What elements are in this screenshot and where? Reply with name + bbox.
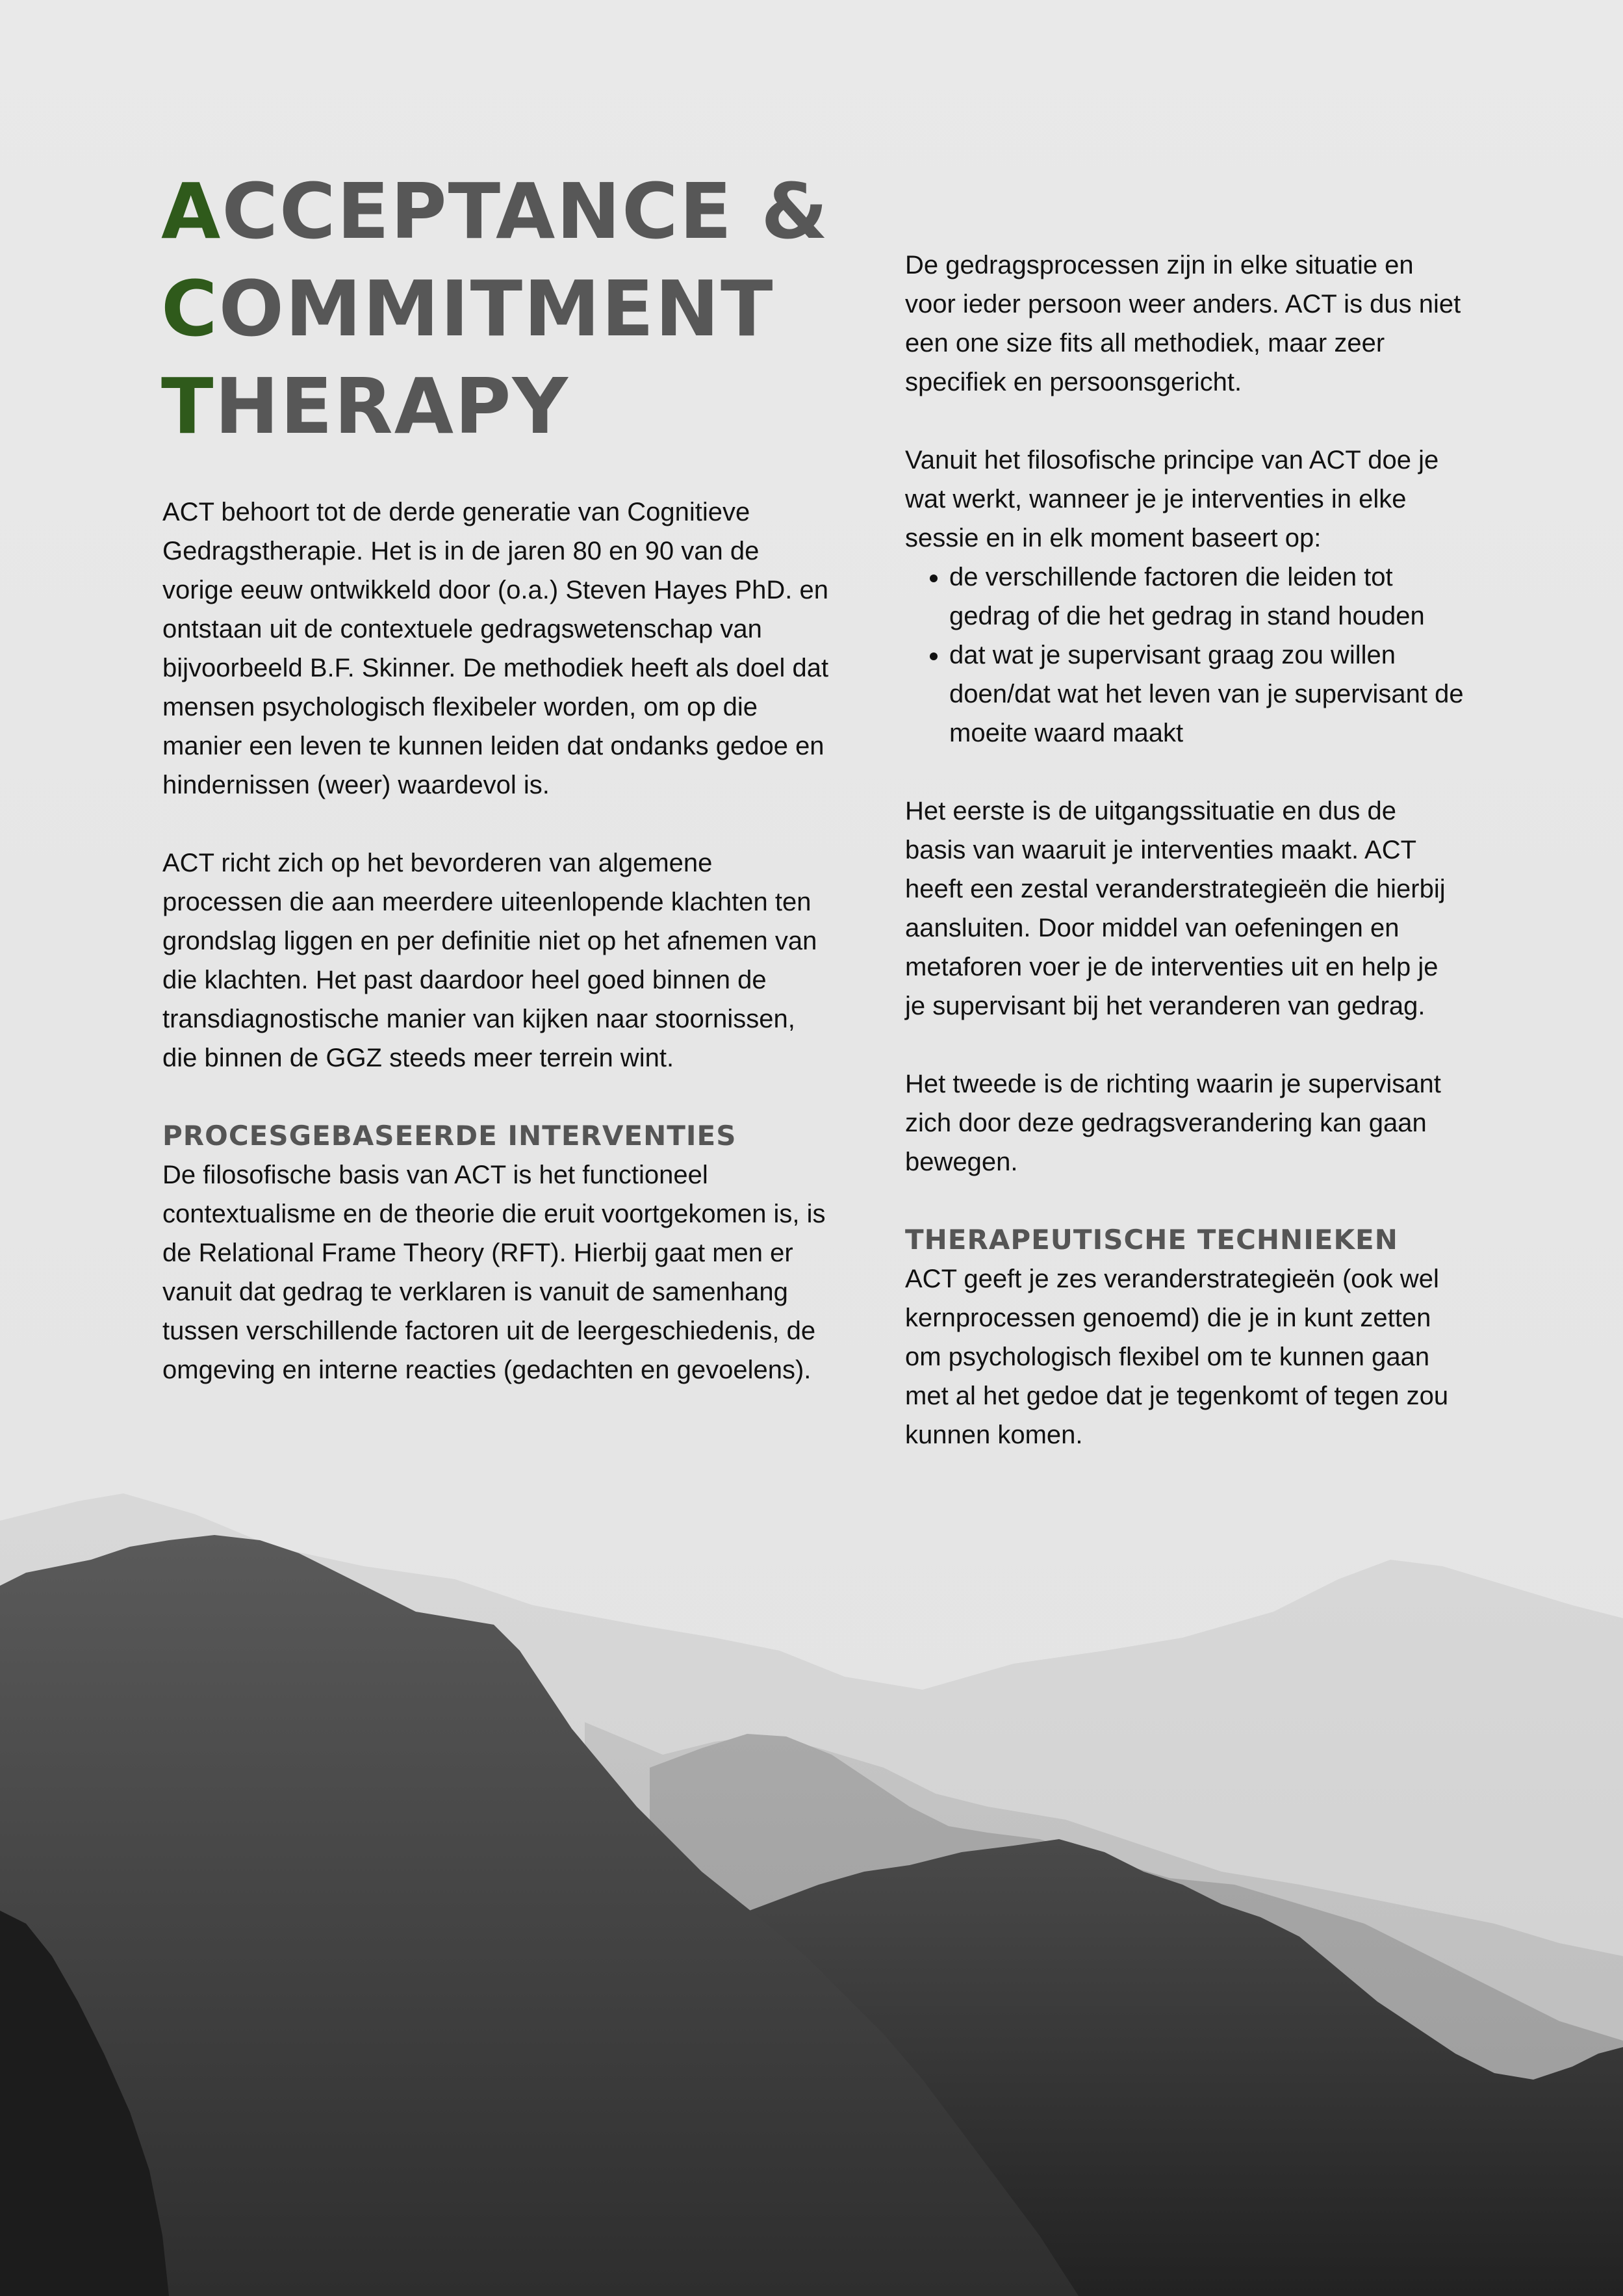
left-column <box>162 493 832 1389</box>
processes-paragraph: ACT richt zich op het bevorderen van algemene processen die aan meerdere uiteenlopende klachten ten grondslag liggen en per definitie niet op het afnemen van die klachten. Het past daardoor heel goed binnen de transdiagnostische manier van kijken naar stoornissen, die binnen de GGZ steeds meer terrein wint. <box>162 849 817 1072</box>
title-initial-a: A <box>161 166 222 256</box>
philosophy-paragraph: De filosofische basis van ACT is het functioneel contextualisme en de theorie die eruit voortgekomen is, is de Relational Frame Theory (RFT). Hierbij gaat men er vanuit dat gedrag te verklaren is vanuit de samenhang tussen verschillende factoren uit de leergeschiedenis, de omgeving en interne reacties (gedachten en gevoelens). <box>162 1161 826 1384</box>
title-rest-1: CCEPTANCE & <box>222 166 830 256</box>
principle-paragraph: Vanuit het filosofische principe van ACT doe je wat werkt, wanneer je je interventies in elke sessie en in elk moment baseert op: <box>905 446 1439 552</box>
first-point-paragraph: Het eerste is de uitgangssituatie en dus de basis van waaruit je interventies maakt. ACT heeft een zestal veranderstrategieën die hierbij aansluiten. Door middel van oefeningen en metaforen voer je de interventies uit en help je je supervisant bij het veranderen van gedrag. <box>905 797 1446 1020</box>
section-heading-technieken: THERAPEUTISCHE TECHNIEKEN <box>905 1224 1398 1256</box>
page-title <box>161 162 876 455</box>
intro-paragraph: ACT behoort tot de derde generatie van Cognitieve Gedragstherapie. Het is in de jaren 80 en 90 van de vorige eeuw ontwikkeld door (o.a.) Steven Hayes PhD. en ontstaan uit de contextuele gedragswetenschap van bijvoorbeeld B.F. Skinner. De methodiek heeft als doel dat mensen psychologisch flexibeler worden, om op die manier een leven te kunnen leiden dat ondanks gedoe en hindernissen (weer) waardevol is. <box>162 498 829 799</box>
title-initial-t: T <box>161 361 215 451</box>
title-initial-c: C <box>161 264 219 354</box>
list-item: • dat wat je supervisant graag zou willen doen/dat wat het leven van je supervisant de moeite waard maakt <box>949 636 1464 753</box>
title-line-3 <box>161 357 876 455</box>
second-point-paragraph: Het tweede is de richting waarin je supervisant zich door deze gedragsverandering kan gaan bewegen. <box>905 1070 1441 1176</box>
list-item: • de verschillende factoren die leiden tot gedrag of die het gedrag in stand houden <box>949 558 1464 636</box>
title-line-1 <box>161 162 876 260</box>
title-rest-2: OMMITMENT <box>218 264 774 354</box>
bullet-list <box>905 558 1464 753</box>
title-rest-3: HERAPY <box>214 361 569 451</box>
section-heading-interventies: PROCESGEBASEERDE INTERVENTIES <box>162 1120 737 1152</box>
right-column <box>905 246 1464 1454</box>
behaviour-processes-paragraph: De gedragsprocessen zijn in elke situatie en voor ieder persoon weer anders. ACT is dus niet een one size fits all methodiek, maar zeer specifiek en persoonsgericht. <box>905 251 1461 396</box>
techniques-paragraph: ACT geeft je zes veranderstrategieën (ook wel kernprocessen genoemd) die je in kunt zetten om psychologisch flexibel om te kunnen gaan met al het gedoe dat je tegenkomt of tegen zou kunnen komen. <box>905 1265 1449 1449</box>
title-line-2 <box>161 260 876 357</box>
